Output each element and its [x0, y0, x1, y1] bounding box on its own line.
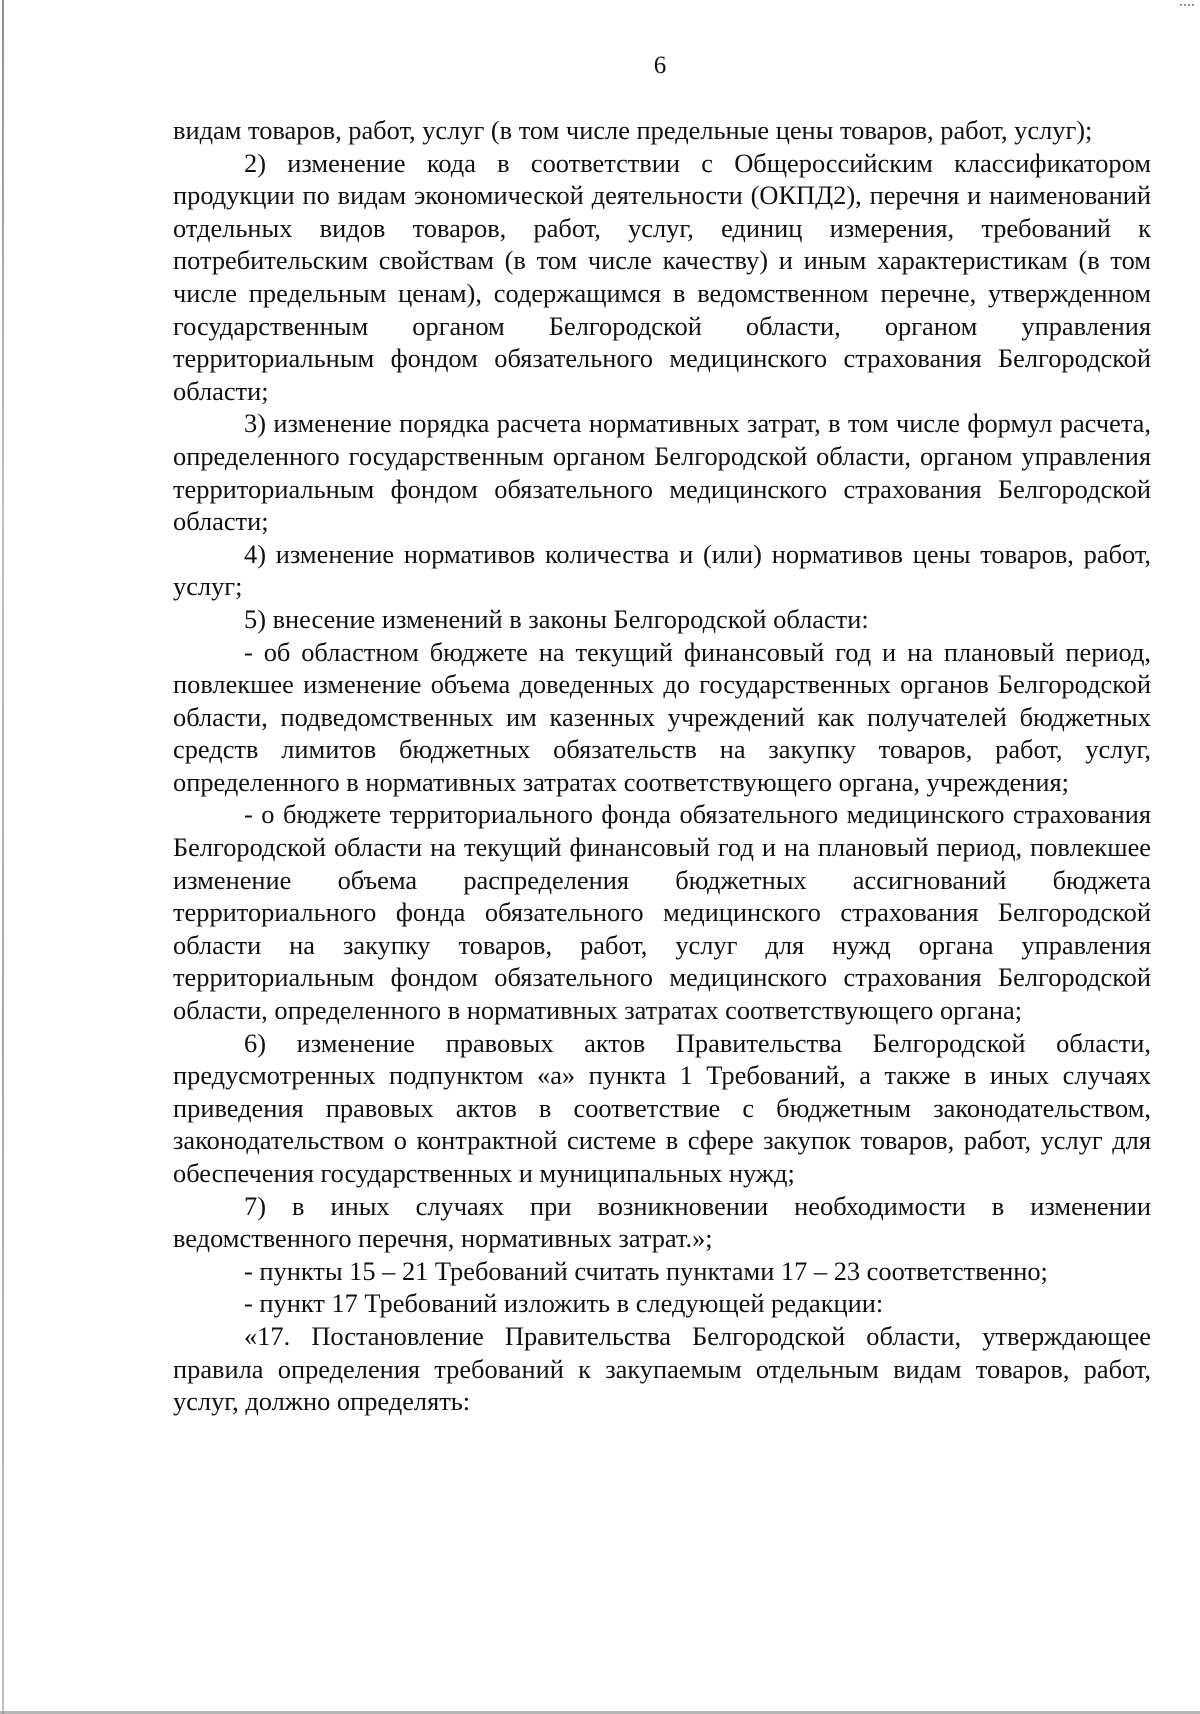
paragraph-point-17: «17. Постановление Правительства Белгородской области, утверждающее правила определения требований к закупаемым отдельным видам товаров, работ, услуг, должно определять:: [173, 1320, 1151, 1417]
document-body: [173, 114, 1151, 1418]
scan-corner-mark: [1180, 4, 1194, 11]
paragraph-continuation: видам товаров, работ, услуг (в том числе предельные цены товаров, работ, услуг);: [173, 115, 1093, 145]
paragraph-new-wording-intro: - пункт 17 Требований изложить в следующей редакции:: [244, 1288, 884, 1319]
paragraph-subitem-regional-budget: - об областном бюджете на текущий финансовый год и на плановый период, повлекшее изменение объема доведенных до государственных органов Белгородской области, подведомственных им казенных учреждений как получателей бюджетных средств лимитов бюджетных обязательств на закупку товаров, работ, услуг, определенного в нормативных затратах соответствующего органа, учреждения;: [173, 636, 1151, 797]
paragraph-item-6: 6) изменение правовых актов Правительства Белгородской области, предусмотренных подпунктом «а» пункта 1 Требований, а также в иных случаях приведения правовых актов в соответствие с бюджетным законодательством, законодательством о контрактной системе в сфере закупок товаров, работ, услуг для обеспечения государственных и муниципальных нужд;: [173, 1027, 1151, 1188]
paragraph-subitem-fund-budget: - о бюджете территориального фонда обязательного медицинского страхования Белгородской области на текущий финансовый год и на плановый период, повлекшее изменение объема распределения бюджетных ассигнований бюджета территориального фонда обязательного медицинского страхования Белгородской области на закупку товаров, работ, услуг для нужд органа управления территориальным фондом обязательного медицинского страхования Белгородской области, определенного в нормативных затратах соответствующего органа;: [173, 799, 1151, 1026]
paragraph-renumbering: - пункты 15 – 21 Требований считать пунктами 17 – 23 соответственно;: [244, 1255, 1048, 1286]
paragraph-item-5: 5) внесение изменений в законы Белгородской области:: [244, 603, 869, 634]
paragraph-item-3: 3) изменение порядка расчета нормативных затрат, в том числе формул расчета, определенного государственным органом Белгородской области, органом управления территориальным фондом обязательного медицинского страхования Белгородской области;: [173, 408, 1151, 537]
paragraph-item-7: 7) в иных случаях при возникновении необходимости в изменении ведомственного перечня, нормативных затрат.»;: [173, 1190, 1151, 1254]
page-number: 6: [653, 52, 667, 79]
paragraph-item-4: 4) изменение нормативов количества и (или) нормативов цены товаров, работ, услуг;: [173, 538, 1151, 602]
paragraph-item-2: 2) изменение кода в соответствии с Общероссийским классификатором продукции по видам экономической деятельности (ОКПД2), перечня и наименований отдельных видов товаров, работ, услуг, единиц измерения, требований к потребительским свойствам (в том числе качеству) и иным характеристикам (в том числе предельным ценам), содержащимся в ведомственном перечне, утвержденном государственным органом Белгородской области, органом управления территориальным фондом обязательного медицинского страхования Белгородской области;: [173, 147, 1151, 406]
scan-edge-left: [2, 0, 4, 1714]
